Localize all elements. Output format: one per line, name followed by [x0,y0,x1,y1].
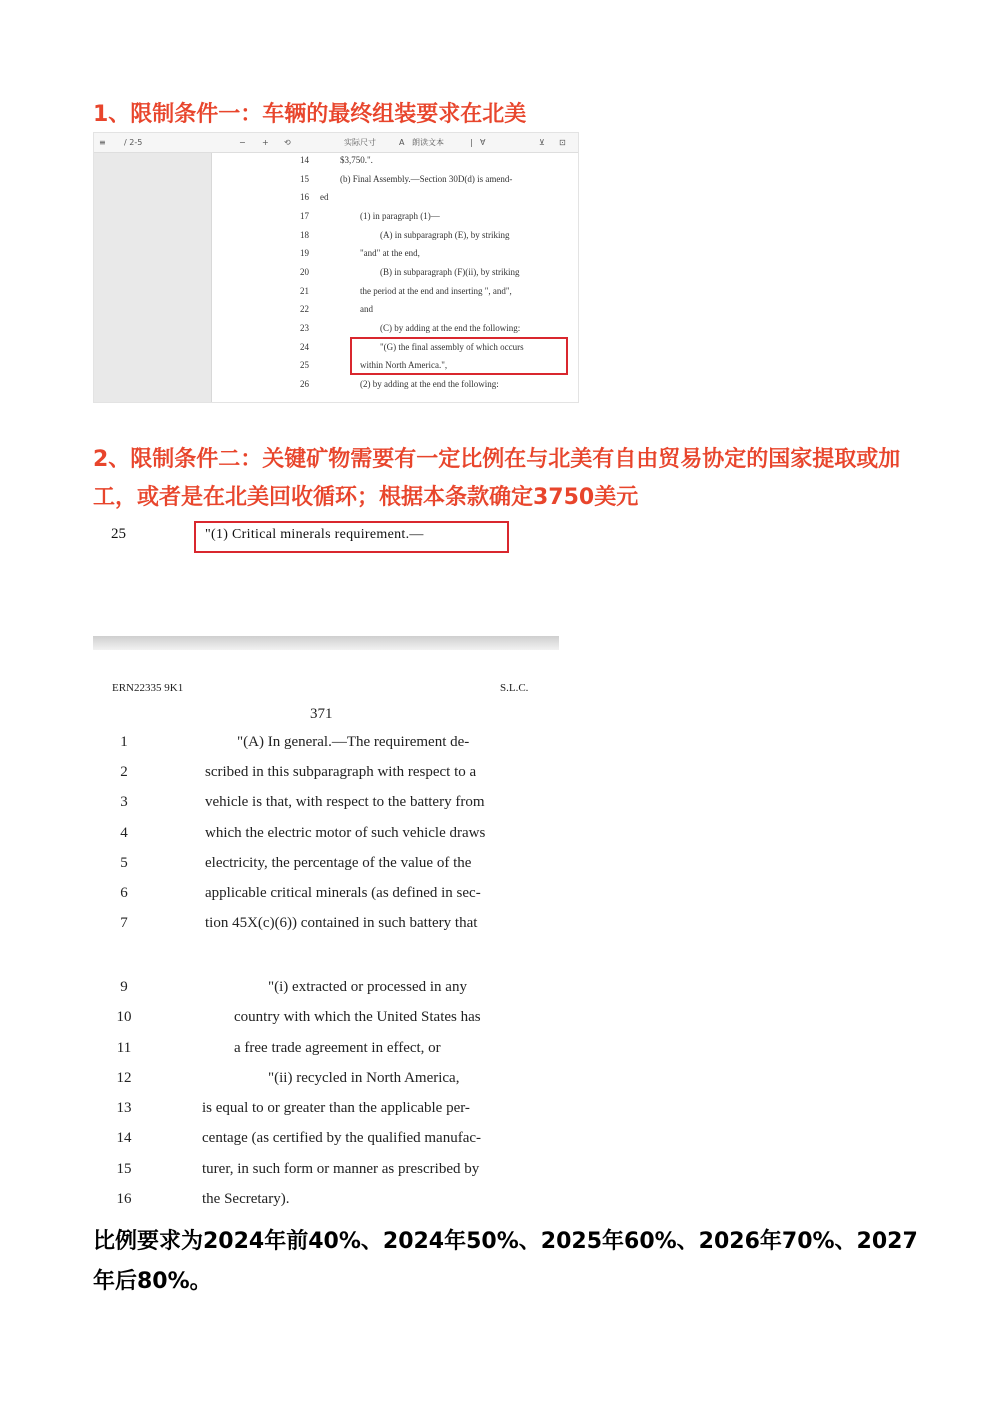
menu-icon[interactable]: ≡ [99,138,106,147]
viewer-line: 24 "(G) the final assembly of which occurs [300,342,524,352]
zoom-in-icon[interactable]: + [262,138,269,147]
bill-line: 3 vehicle is that, with respect to the battery from [120,794,485,810]
bill-line: 5 electricity, the percentage of the value of the [120,855,472,871]
bill-line: 10 country with which the United States has [116,1009,481,1025]
bill-line: 7 tion 45X(c)(6)) contained in such battery that [120,915,478,931]
bill-slc-label: S.L.C. [500,682,529,694]
erase-icon[interactable]: ⊡ [559,138,566,147]
bill-line: 13 is equal to or greater than the applicable per- [116,1100,470,1116]
bill-line: 16 the Secretary). [116,1191,290,1207]
bill-line: 6 applicable critical minerals (as defined in sec- [120,885,481,901]
bill-line: 11 a free trade agreement in effect, or [116,1040,441,1056]
viewer-line: 21 the period at the end and inserting ", and", [300,286,512,296]
bill-line: 15 turer, in such form or manner as prescribed by [116,1161,480,1177]
read-aloud-button[interactable]: 朗读文本 [412,138,444,147]
viewer-line: 26 (2) by adding at the end the following: [300,379,499,389]
critical-minerals-text: "(1) Critical minerals requirement.— [205,527,424,542]
viewer-line: 23 (C) by adding at the end the following: [300,323,521,333]
viewer-line: 17 (1) in paragraph (1)— [300,211,440,221]
zoom-out-icon[interactable]: − [239,138,246,147]
bill-line: 9 "(i) extracted or processed in any [120,979,467,995]
page-separator [93,636,559,650]
bill-line: 1 "(A) In general.—The requirement de- [120,734,470,750]
page-indicator[interactable]: / 2-5 [124,138,143,147]
bill-line: 14 centage (as certified by the qualified manufac- [116,1130,482,1146]
bill-line: 2 scribed in this subparagraph with respect to a [120,764,477,780]
final-assembly-highlight-box [350,337,568,375]
viewer-line: 20 (B) in subparagraph (F)(ii), by striking [300,267,520,277]
highlight-icon[interactable]: ∀ [480,138,486,147]
draw-icon[interactable]: ⊻ [539,138,545,147]
viewer-line: 22 and [300,304,373,314]
viewer-line: 16 ed [300,192,329,202]
critical-line-number: 25 [111,526,126,542]
viewer-line: 14 $3,750.". [300,155,373,165]
viewer-line: 19 "and" at the end, [300,248,420,258]
percentage-summary: 比例要求为2024年前40%、2024年50%、2025年60%、2026年70%、2027年后80%。 [93,1229,918,1294]
bill-line: 12 "(ii) recycled in North America, [116,1070,460,1086]
bill-identifier: ERN22335 9K1 [112,682,184,694]
heading-critical-minerals: 2、限制条件二：关键矿物需要有一定比例在与北美有自由贸易协定的国家提取或加工，或者是在北美回收循环；根据本条款确定3750美元 [93,447,901,510]
viewer-line: 18 (A) in subparagraph (E), by striking [300,230,510,240]
viewer-toolbar [94,133,579,153]
rotate-icon[interactable]: ⟲ [284,138,291,147]
viewer-line: 25 within North America.", [300,360,448,370]
toolbar-divider: | [470,138,473,147]
viewer-line: 15 (b) Final Assembly.—Section 30D(d) is amend- [300,174,513,184]
font-icon[interactable]: A [399,138,405,147]
actual-size-button[interactable]: 实际尺寸 [344,138,376,147]
heading-final-assembly: 1、限制条件一：车辆的最终组装要求在北美 [93,102,527,127]
bill-page-number: 371 [310,706,333,722]
bill-line: 4 which the electric motor of such vehicle draws [120,825,486,841]
pdf-viewer-screenshot [93,132,579,403]
